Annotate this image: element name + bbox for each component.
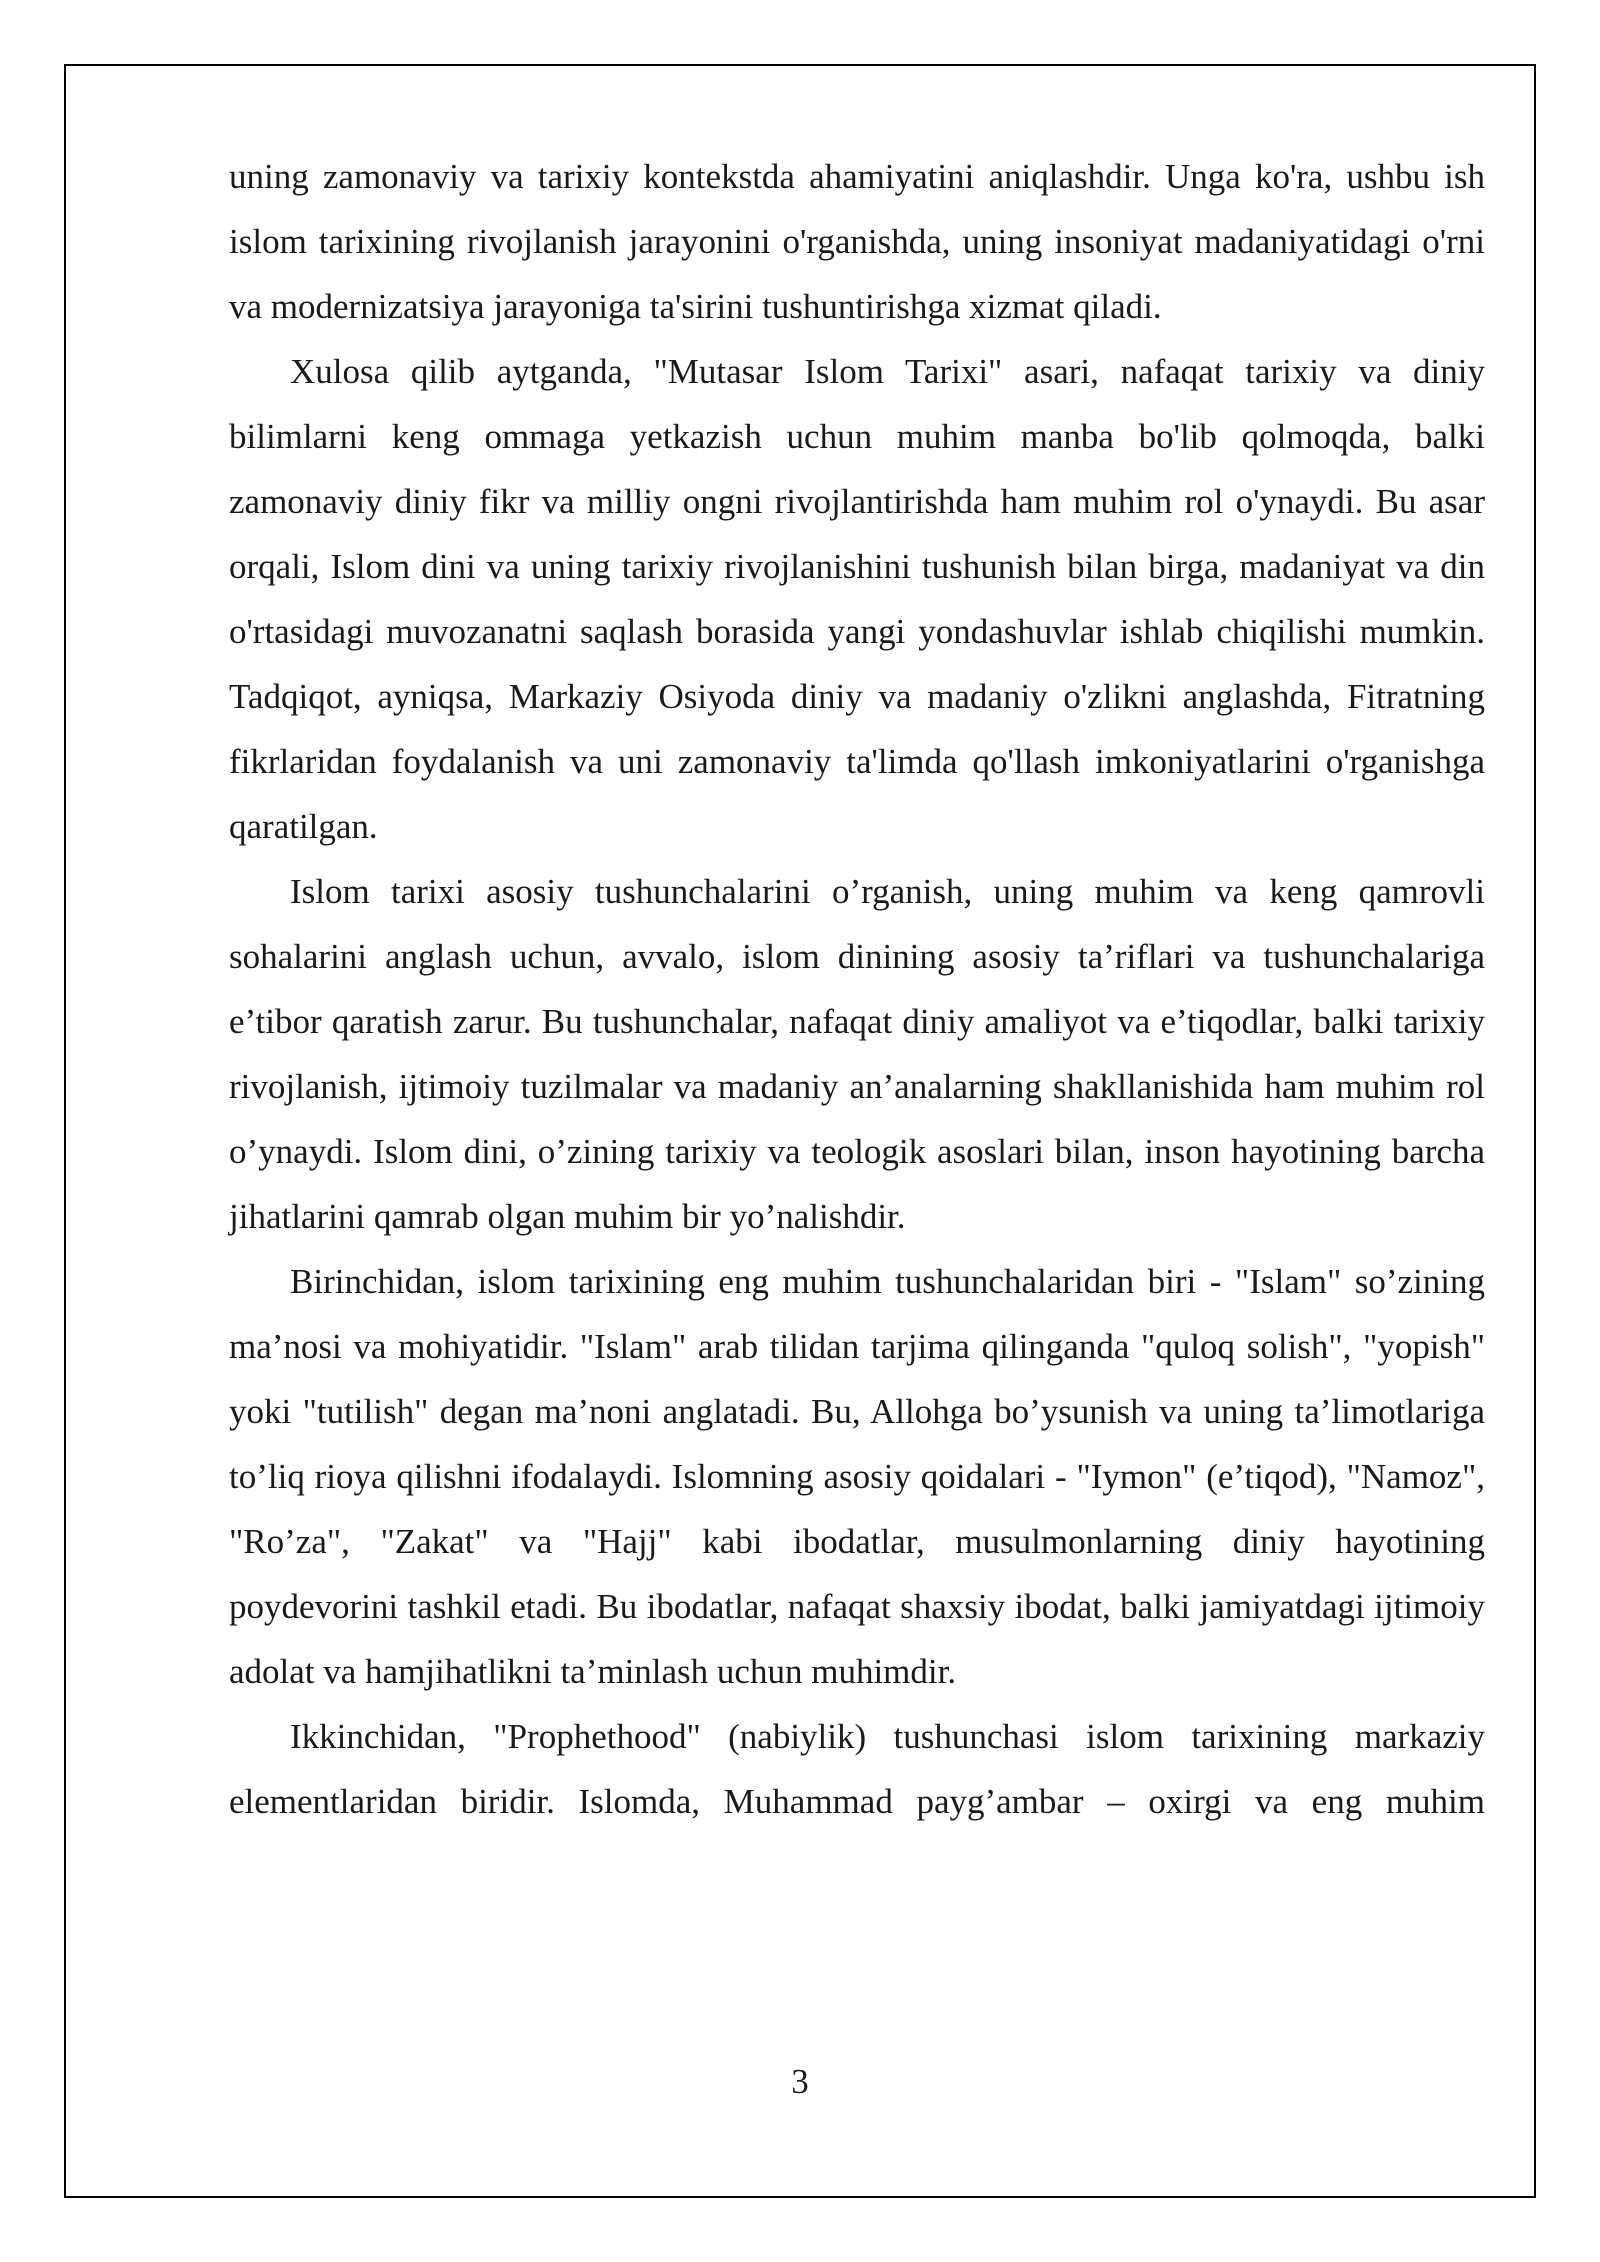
paragraph-second-point: Ikkinchidan, "Prophethood" (nabiylik) tushunchasi islom tarixining markaziy elementlaridan biridir. Islomda, Muhammad payg’ambar – oxirgi va eng muhim — [229, 1717, 1485, 1821]
paragraph-first-point: Birinchidan, islom tarixining eng muhim tushunchalaridan biri - "Islam" so’zining ma’nosi va mohiyatidir. "Islam" arab tilidan tarjima qilinganda "quloq solish", "yopish" yoki "tutilish" degan ma’noni anglatadi. Bu, Allohga bo’ysunish va uning ta’limotlariga to’liq rioya qilishni ifodalaydi. Islomning asosiy qoidalari - "Iymon" (e’tiqod), "Namoz", "Ro’za", "Zakat" va "Hajj" kabi ibodatlar, musulmonlarning diniy hayotining poydevorini tashkil etadi. Bu ibodatlar, nafaqat shaxsiy ibodat, balki jamiyatdagi ijtimoiy adolat va hamjihatlikni ta’minlash uchun muhimdir. — [229, 1262, 1485, 1691]
paragraph-continued: uning zamonaviy va tarixiy kontekstda ahamiyatini aniqlashdir. Unga ko'ra, ushbu ish islom tarixining rivojlanish jarayonini o'rganishda, uning insoniyat madaniyatidagi o'rni va modernizatsiya jarayoniga ta'sirini tushuntirishga xizmat qiladi. — [229, 157, 1485, 326]
document-body — [229, 144, 1485, 1834]
paragraph-conclusion: Xulosa qilib aytganda, "Mutasar Islom Tarixi" asari, nafaqat tarixiy va diniy bilimlarni keng ommaga yetkazish uchun muhim manba bo'lib qolmoqda, balki zamonaviy diniy fikr va milliy ongni rivojlantirishda ham muhim rol o'ynaydi. Bu asar orqali, Islom dini va uning tarixiy rivojlanishini tushunish bilan birga, madaniyat va din o'rtasidagi muvozanatni saqlash borasida yangi yondashuvlar ishlab chiqilishi mumkin. Tadqiqot, ayniqsa, Markaziy Osiyoda diniy va madaniy o'zlikni anglashda, Fitratning fikrlaridan foydalanish va uni zamonaviy ta'limda qo'llash imkoniyatlarini o'rganishga qaratilgan. — [229, 352, 1485, 846]
paragraph-basic-concepts: Islom tarixi asosiy tushunchalarini o’rganish, uning muhim va keng qamrovli sohalarini anglash uchun, avvalo, islom dinining asosiy ta’riflari va tushunchalariga e’tibor qaratish zarur. Bu tushunchalar, nafaqat diniy amaliyot va e’tiqodlar, balki tarixiy rivojlanish, ijtimoiy tuzilmalar va madaniy an’analarning shakllanishida ham muhim rol o’ynaydi. Islom dini, o’zining tarixiy va teologik asoslari bilan, inson hayotining barcha jihatlarini qamrab olgan muhim bir yo’nalishdir. — [229, 872, 1485, 1236]
page-number: 3 — [791, 2062, 809, 2101]
